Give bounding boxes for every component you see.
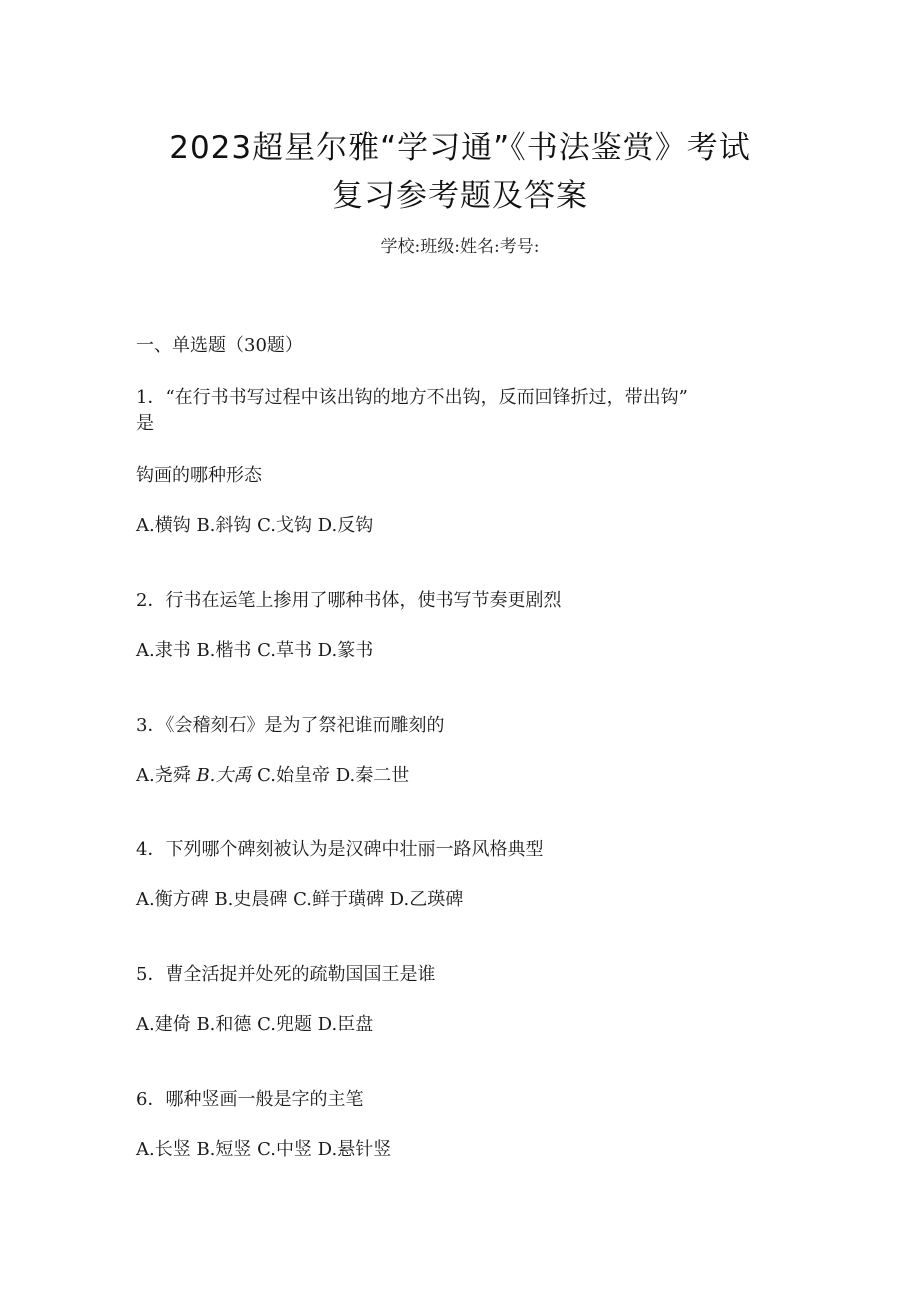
question-1-options: A.横钩 B.斜钩 C.戈钩 D.反钩	[136, 515, 374, 536]
student-info-line: 学校:班级:姓名:考号:	[380, 237, 540, 257]
question-6-stem: 6．哪种竖画一般是字的主笔	[136, 1089, 364, 1110]
question-3-options	[136, 764, 409, 788]
question-4-options: A.衡方碑 B.史晨碑 C.鲜于璜碑 D.乙瑛碑	[136, 889, 464, 910]
question-1-stem-line-3: 钩画的哪种形态	[136, 465, 262, 486]
question-3-option-cd: C.始皇帝 D.秦二世	[251, 765, 410, 786]
question-2-options: A.隶书 B.楷书 C.草书 D.篆书	[136, 640, 374, 661]
question-3-option-a: A.尧舜	[136, 765, 197, 786]
question-3-stem: 3．《会稽刻石》是为了祭祀谁而雕刻的	[136, 715, 445, 736]
question-5-stem: 5．曹全活捉并处死的疏勒国国王是谁	[136, 964, 436, 985]
question-1-stem-line-2: 是	[136, 413, 154, 434]
question-5-options: A.建倚 B.和德 C.兜题 D.臣盘	[136, 1014, 374, 1035]
question-6-options: A.长竖 B.短竖 C.中竖 D.悬针竖	[136, 1139, 392, 1160]
question-1-stem-line-1: 1．“在行书书写过程中该出钩的地方不出钩，反而回锋折过，带出钩”	[136, 387, 688, 408]
question-4-stem: 4．下列哪个碑刻被认为是汉碑中壮丽一路风格典型	[136, 839, 544, 860]
question-2-stem: 2．行书在运笔上掺用了哪种书体，使书写节奏更剧烈	[136, 590, 562, 611]
section-heading: 一、单选题（30题）	[136, 335, 303, 356]
question-3-option-b: B.大禹	[196, 765, 252, 786]
document-title-line-2: 复习参考题及答案	[332, 178, 588, 214]
document-title-line-1: 2023超星尔雅“学习通”《书法鉴赏》考试	[169, 130, 751, 166]
